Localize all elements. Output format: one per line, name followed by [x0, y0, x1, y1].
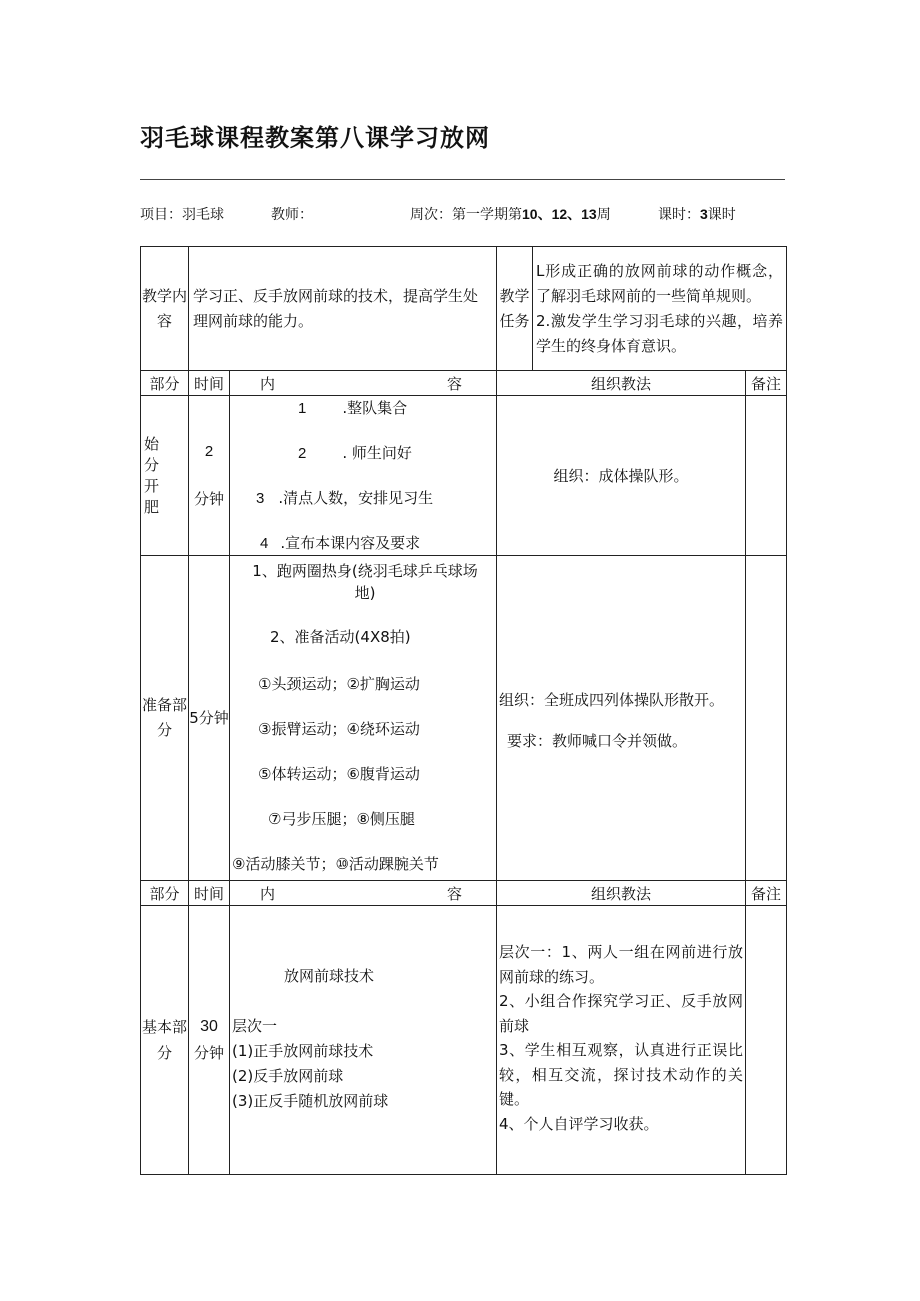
meta-week-prefix: 周次：第一学期第: [410, 207, 522, 223]
header-time: 时间: [189, 371, 230, 396]
basic-time: [189, 906, 230, 1175]
meta-hours-prefix: 课时：: [658, 207, 700, 223]
task-label: 教学任务: [497, 247, 533, 371]
start-item-1: 1 .整队集合: [298, 399, 408, 417]
start-item-2: 2 . 师生问好: [298, 444, 412, 462]
basic-method-4: 4、个人自评学习收获。: [499, 1114, 659, 1133]
prep-move-1: ①头颈运动；②扩胸运动: [258, 675, 420, 693]
prep-warmup-line-1: 1、跑两圈热身(绕羽毛球乒乓球场: [252, 562, 478, 580]
meta-teacher: 教师：: [271, 207, 313, 223]
header-method: 组织教法: [497, 371, 746, 396]
basic-time-num: 30: [200, 1018, 218, 1035]
header-content: [230, 371, 497, 396]
table-header-row: [141, 371, 787, 396]
basic-topic: 放网前球技术: [284, 967, 375, 985]
header-part-2: 部分: [141, 881, 189, 906]
header-content-b: 容: [446, 374, 462, 393]
header-content-a: 内: [260, 374, 276, 393]
task-item-2: 2.激发学生学习羽毛球的兴趣，培养学生的终身体育意识。: [536, 311, 783, 355]
content-text: 学习正、反手放网前球的技术，提高学生处理网前球的能力。: [189, 247, 497, 371]
page-title: 羽毛球课程教案第八课学习放网: [140, 124, 490, 152]
header-note-2: 备注: [746, 881, 787, 906]
start-time: [189, 396, 230, 556]
header-content-2: [230, 881, 497, 906]
prep-move-2: ③振臂运动；④绕环运动: [258, 720, 420, 738]
basic-item-2: (2)反手放网前球: [232, 1067, 344, 1085]
prep-warmup-line-2: 地): [354, 584, 376, 602]
basic-method: [497, 906, 746, 1175]
meta-hours-num: 3: [700, 206, 708, 222]
basic-note: [746, 906, 787, 1175]
prep-label: [141, 556, 189, 881]
prep-method-1: 组织：全班成四列体操队形散开。: [499, 691, 725, 709]
start-label-4: 肥: [144, 497, 160, 516]
prep-time: 5分钟: [189, 556, 230, 881]
start-label-1: 始: [144, 434, 160, 453]
prep-label-text: 准备部分: [141, 696, 187, 739]
table-row-start: [141, 396, 787, 556]
start-time-num: 2: [204, 442, 214, 460]
start-note: [746, 396, 787, 556]
basic-method-3: 3、学生相互观察，认真进行正误比较，相互交流，探讨技术动作的关键。: [499, 1041, 743, 1108]
meta-hours: [658, 204, 736, 224]
content-label: 教学内容: [141, 247, 189, 371]
header-part: 部分: [141, 371, 189, 396]
title-divider: [140, 179, 785, 180]
start-method: 组织：成体操队形。: [497, 396, 746, 556]
prep-method-2: 要求：教师喊口令并领做。: [507, 732, 688, 750]
meta-week-nums: 10、12、13: [522, 206, 597, 222]
prep-content: [230, 556, 497, 881]
basic-label-text: 基本部分: [141, 1018, 187, 1062]
basic-item-1: (1)正手放网前球技术: [232, 1042, 374, 1060]
prep-move-5: ⑨活动膝关节；⑩活动踝腕关节: [232, 855, 439, 873]
basic-time-unit: 分钟: [193, 1044, 224, 1062]
start-label: [141, 396, 189, 556]
prep-activity: 2、准备活动(4X8拍): [270, 628, 411, 646]
basic-method-1: 层次一：1、两人一组在网前进行放网前球的练习。: [499, 943, 743, 986]
prep-warmup: [234, 560, 496, 604]
prep-note: [746, 556, 787, 881]
header-note: 备注: [746, 371, 787, 396]
meta-hours-suffix: 课时: [707, 207, 736, 223]
header-method-2: 组织教法: [497, 881, 746, 906]
basic-level: 层次一: [232, 1017, 278, 1035]
meta-week-suffix: 周: [596, 207, 611, 223]
table-header-row-2: [141, 881, 787, 906]
task-item-1: L形成正确的放网前球的动作概念，了解羽毛球网前的一些简单规则。: [536, 261, 783, 305]
header-content-b-2: 容: [446, 884, 462, 903]
meta-week: [410, 204, 611, 224]
basic-item-3: (3)正反手随机放网前球: [232, 1092, 389, 1110]
start-label-3: 开: [144, 476, 160, 495]
lesson-table: [140, 246, 787, 1175]
table-row-overview: [141, 247, 787, 371]
basic-label: [141, 906, 189, 1175]
meta-project: 项目：羽毛球: [140, 207, 224, 223]
table-row-basic: [141, 906, 787, 1175]
prep-move-3: ⑤体转运动；⑥腹背运动: [258, 765, 420, 783]
header-content-a-2: 内: [260, 884, 276, 903]
task-text: [533, 247, 787, 371]
table-row-prep: [141, 556, 787, 881]
basic-method-2: 2、小组合作探究学习正、反手放网前球: [499, 992, 743, 1035]
prep-method: [497, 556, 746, 881]
start-content: [230, 396, 497, 556]
start-time-unit: 分钟: [193, 489, 224, 508]
start-label-2: 分: [144, 455, 160, 474]
start-item-3: 3 .清点人数，安排见习生: [256, 489, 434, 507]
start-item-4: 4 .宣布本课内容及要求: [260, 534, 421, 552]
header-time-2: 时间: [189, 881, 230, 906]
basic-levels: [232, 1014, 388, 1114]
prep-move-4: ⑦弓步压腿；⑧侧压腿: [268, 810, 415, 828]
basic-content: [230, 906, 497, 1175]
